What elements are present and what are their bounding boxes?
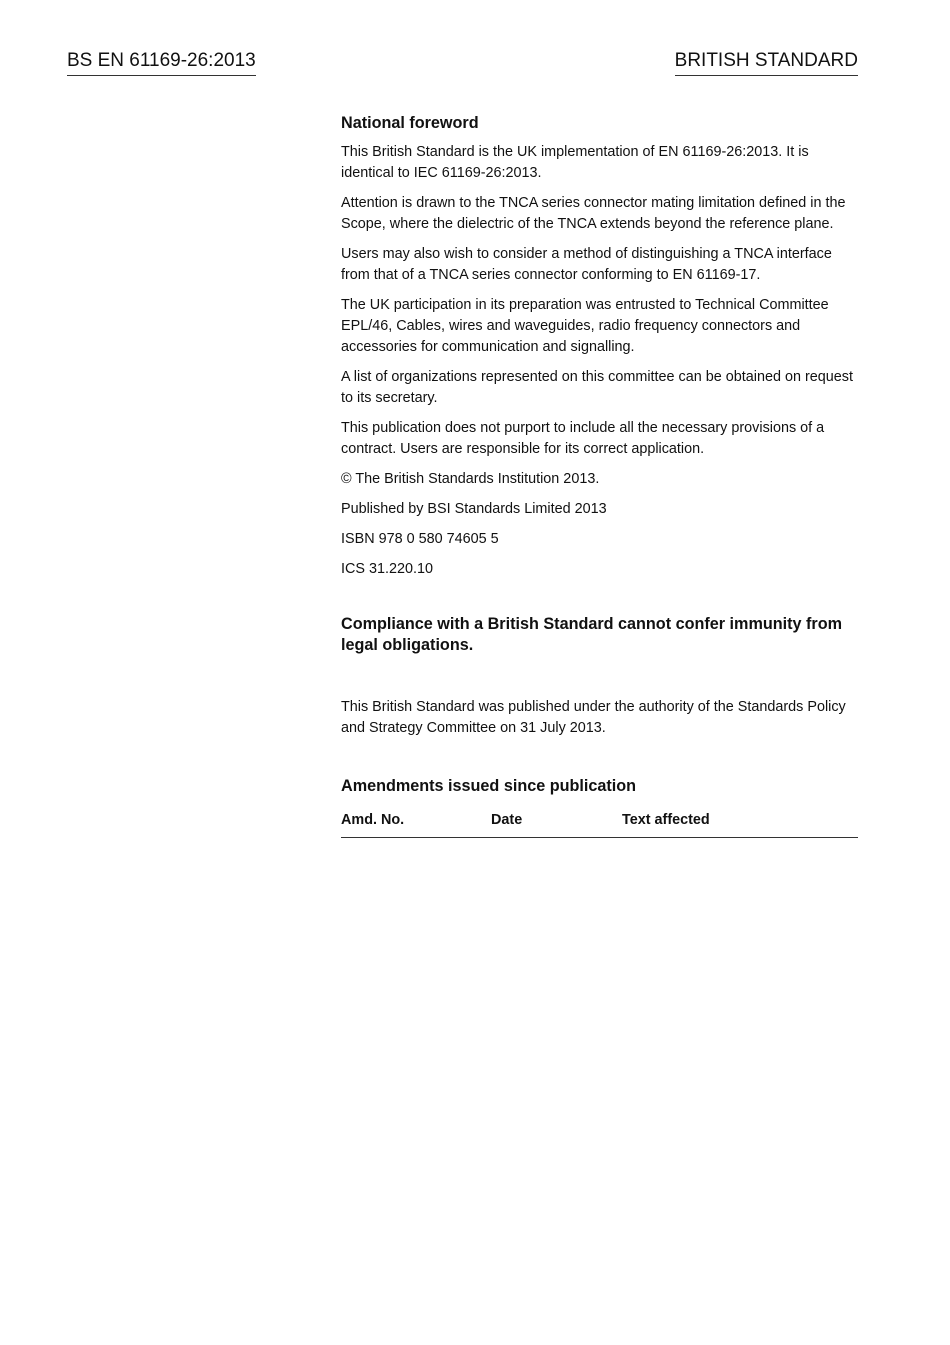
column-header-date: Date — [491, 810, 622, 838]
column-header-amd-no: Amd. No. — [341, 810, 491, 838]
authority-statement: This British Standard was published under the authority of the Standards Policy and Strategy Committee on 31 July 2013. — [341, 699, 846, 736]
amendments-table — [341, 810, 858, 838]
amendments-title: Amendments issued since publication — [341, 777, 637, 795]
column-header-text-affected: Text affected — [622, 810, 858, 838]
foreword-paragraph: This publication does not purport to include all the necessary provisions of a contract. Users are responsible for its correct application. — [341, 420, 825, 457]
document-id-header: BS EN 61169-26:2013 — [67, 48, 256, 76]
foreword-paragraph: A list of organizations represented on this committee can be obtained on request to its secretary. — [341, 369, 853, 406]
amendments-header-row — [341, 810, 858, 838]
foreword-paragraph: This British Standard is the UK implementation of EN 61169-26:2013. It is identical to IEC 61169-26:2013. — [341, 144, 809, 181]
publisher-line: Published by BSI Standards Limited 2013 — [341, 501, 607, 517]
ics-line: ICS 31.220.10 — [341, 561, 434, 577]
isbn-line: ISBN 978 0 580 74605 5 — [341, 531, 499, 547]
standard-label-header: BRITISH STANDARD — [675, 48, 858, 76]
foreword-paragraph: The UK participation in its preparation was entrusted to Technical Committee EPL/46, Cables, wires and waveguides, radio frequency connectors and accessories for communication and signalling. — [341, 297, 829, 355]
foreword-paragraph: Attention is drawn to the TNCA series connector mating limitation defined in the Scope, where the dielectric of the TNCA extends beyond the reference plane. — [341, 195, 846, 232]
compliance-notice: Compliance with a British Standard cannot confer immunity from legal obligations. — [341, 615, 842, 654]
foreword-paragraph: Users may also wish to consider a method of distinguishing a TNCA interface from that of a TNCA series connector conforming to EN 61169-17. — [341, 246, 832, 283]
foreword-title: National foreword — [341, 114, 479, 132]
foreword-section — [341, 112, 858, 838]
copyright-line: © The British Standards Institution 2013. — [341, 471, 600, 487]
